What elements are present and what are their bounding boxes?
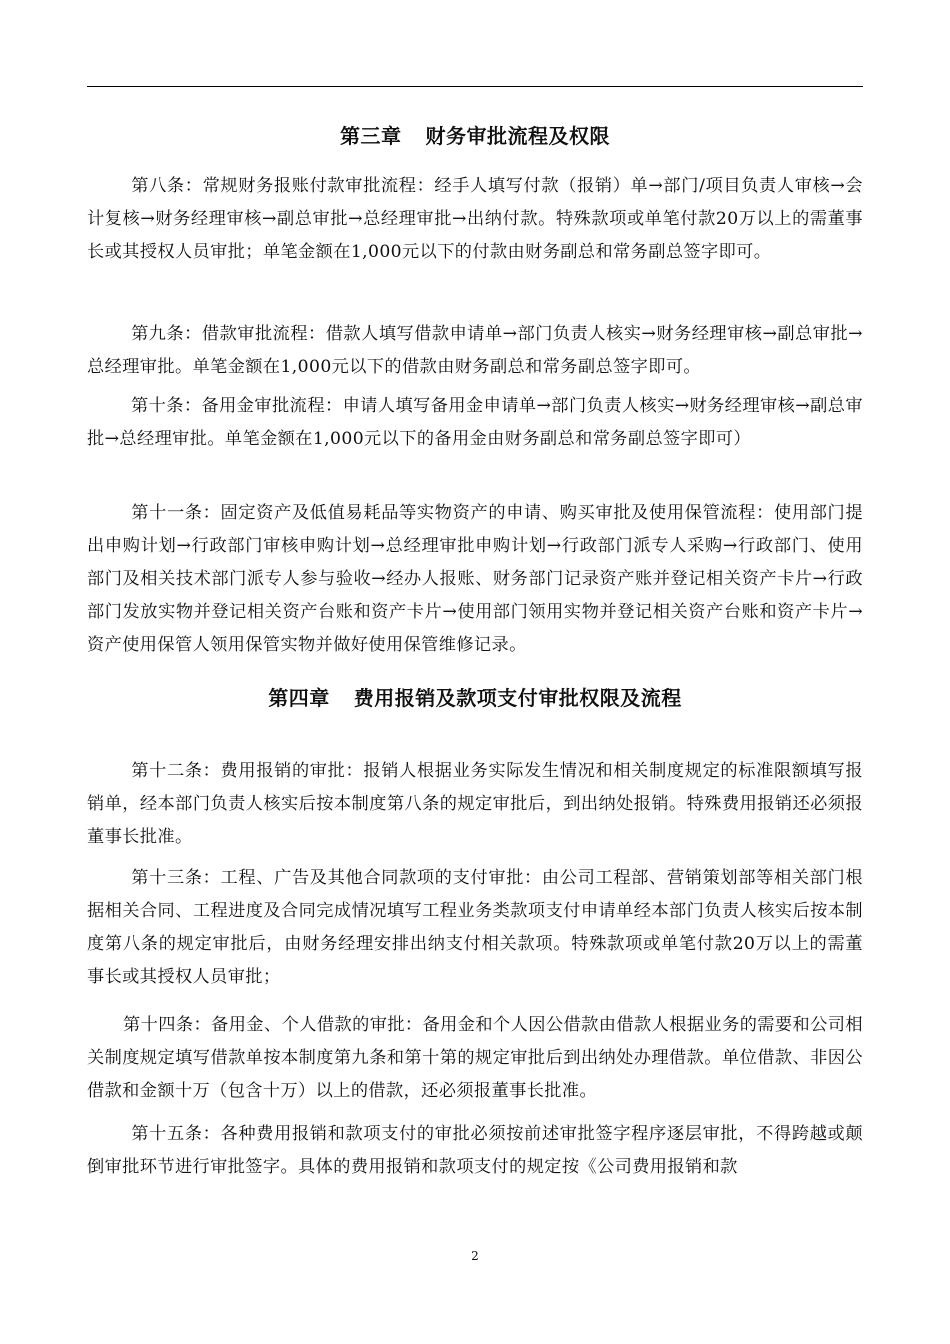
article-10-text: 第十条：备用金审批流程：申请人填写备用金申请单→部门负责人核实→财务经理审核→副总审批→总经理审批。单笔金额在1,000元以下的备用金由财务副总和常务副总签字即可） xyxy=(87,396,863,449)
article-8 xyxy=(87,170,863,269)
header-rule xyxy=(87,86,863,87)
article-14 xyxy=(87,1009,863,1108)
article-11 xyxy=(87,497,863,662)
article-15 xyxy=(87,1118,863,1184)
chapter-3-title: 财务审批流程及权限 xyxy=(425,124,610,148)
chapter-3-heading xyxy=(87,121,863,151)
page-number: 2 xyxy=(471,1249,479,1263)
article-14-text: 第十四条：备用金、个人借款的审批：备用金和个人因公借款由借款人根据业务的需要和公司相关制度规定填写借款单按本制度第九条和第十第的规定审批后到出纳处办理借款。单位借款、非因公借款和金额十万（包含十万）以上的借款，还必须报董事长批准。 xyxy=(87,1015,863,1101)
article-12 xyxy=(87,755,863,854)
article-9 xyxy=(87,318,863,384)
article-9-text: 第九条：借款审批流程：借款人填写借款申请单→部门负责人核实→财务经理审核→副总审批→总经理审批。单笔金额在1,000元以下的借款由财务副总和常务副总签字即可。 xyxy=(87,324,863,377)
article-11-text: 第十一条：固定资产及低值易耗品等实物资产的申请、购买审批及使用保管流程：使用部门提出申购计划→行政部门审核申购计划→总经理审批申购计划→行政部门派专人采购→行政部门、使用部门及相关技术部门派专人参与验收→经办人报账、财务部门记录资产账并登记相关资产卡片→行政部门发放实物并登记相关资产台账和资产卡片→使用部门领用实物并登记相关资产台账和资产卡片→资产使用保管人领用保管实物并做好使用保管维修记录。 xyxy=(87,503,863,655)
article-15-text: 第十五条：各种费用报销和款项支付的审批必须按前述审批签字程序逐层审批，不得跨越或颠倒审批环节进行审批签字。具体的费用报销和款项支付的规定按《公司费用报销和款 xyxy=(87,1124,863,1177)
article-13 xyxy=(87,862,863,994)
article-8-text: 第八条：常规财务报账付款审批流程：经手人填写付款（报销）单→部门/项目负责人审核→会计复核→财务经理审核→副总审批→总经理审批→出纳付款。特殊款项或单笔付款20万以上的需董事长或其授权人员审批；单笔金额在1,000元以下的付款由财务副总和常务副总签字即可。 xyxy=(87,176,863,262)
article-10 xyxy=(87,390,863,456)
chapter-3-number: 第三章 xyxy=(340,124,402,148)
article-13-text: 第十三条：工程、广告及其他合同款项的支付审批：由公司工程部、营销策划部等相关部门根据相关合同、工程进度及合同完成情况填写工程业务类款项支付申请单经本部门负责人核实后按本制度第八条的规定审批后，由财务经理安排出纳支付相关款项。特殊款项或单笔付款20万以上的需董事长或其授权人员审批； xyxy=(87,868,863,987)
chapter-4-number: 第四章 xyxy=(268,686,330,710)
article-12-text: 第十二条：费用报销的审批：报销人根据业务实际发生情况和相关制度规定的标准限额填写报销单，经本部门负责人核实后按本制度第八条的规定审批后，到出纳处报销。特殊费用报销还必须报董事长批准。 xyxy=(87,761,863,847)
chapter-4-title: 费用报销及款项支付审批权限及流程 xyxy=(353,686,682,710)
chapter-4-heading xyxy=(87,683,863,713)
